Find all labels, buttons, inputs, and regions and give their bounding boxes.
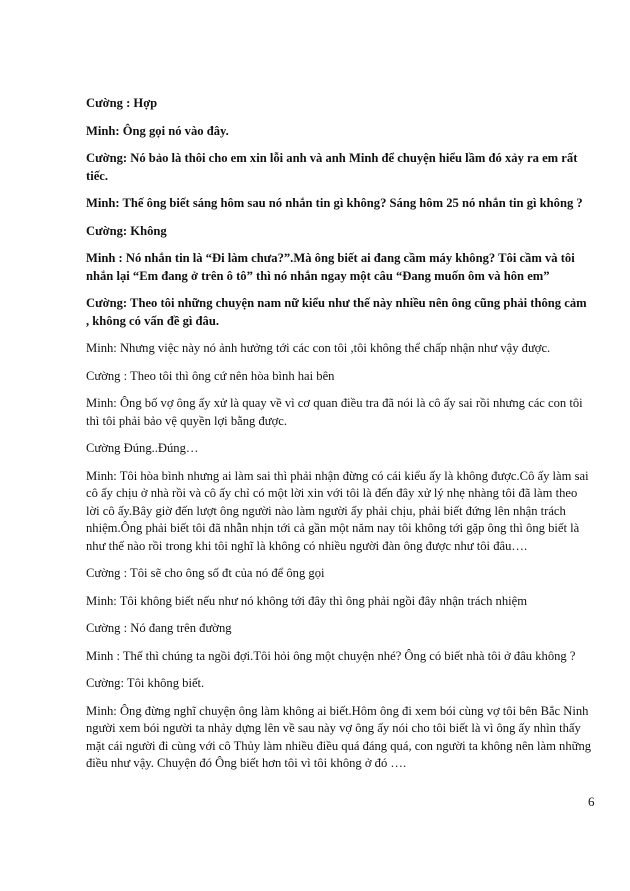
paragraph: Cường: Tôi không biết. bbox=[86, 676, 205, 690]
transcript-body bbox=[86, 95, 592, 783]
paragraph: Minh : Nó nhắn tin là “Đi làm chưa?”.Mà ông biết ai đang cầm máy không? Tôi cầm và tôi nhắn lại “Em đang ở trên ô tô” thì nó nhắn ngay một câu “Đang muốn ôm và hôn em” bbox=[86, 251, 575, 283]
paragraph: Minh : Thế thì chúng ta ngồi đợi.Tôi hỏi ông một chuyện nhé? Ông có biết nhà tôi ở đâu không ? bbox=[86, 648, 576, 663]
paragraph: Minh: Ông gọi nó vào đây. bbox=[86, 123, 229, 138]
page-number: 6 bbox=[588, 794, 595, 809]
paragraph: Cường: Không bbox=[86, 223, 167, 238]
paragraph: Cường Đúng..Đúng… bbox=[86, 441, 199, 455]
paragraph: Minh: Nhưng việc này nó ảnh hưởng tới các con tôi ,tôi không thể chấp nhận như vậy được. bbox=[86, 341, 551, 355]
paragraph: Minh: Ông đừng nghĩ chuyện ông làm không ai biết.Hôm ông đi xem bói cùng vợ tôi bên Bắc Ninh người xem bói người ta nhảy dựng lên về sau này vợ ông ấy nói cho tôi biết là vì ông ấy nhìn thấy mặt cái người đi cùng với cô Thủy làm nhiều điều quá đáng quá, con người ta không nên làm những điều như vậy. Chuyện đó Ông biết hơn tôi vì tôi không ở đó …. bbox=[86, 703, 592, 770]
paragraph: Cường : Nó đang trên đường bbox=[86, 621, 232, 635]
paragraph: Minh: Tôi hòa bình nhưng ai làm sai thì phải nhận đừng có cái kiểu ấy là không được.Cô ấy làm sai cô ấy chịu ở nhà rồi và cô ấy chỉ có một lời xin với tôi là đến đây xử lý nhẹ nhàng tôi đã làm theo lời cô ấy.Bây giờ đến lượt ông người nào làm người ấy phải chịu, phải biết đứng lên nhận trách nhiệm.Ông phải biết tôi đã nhẫn nhịn tới cả gần một năm nay tôi không tới gặp ông thì ông biết là như thế nào rồi trong khi tôi nghĩ là không có nhiều người đàn ông được như tôi đâu…. bbox=[86, 468, 589, 553]
paragraph: Cường : Theo tôi thì ông cứ nên hòa bình hai bên bbox=[86, 368, 335, 383]
paragraph: Cường: Nó bảo là thôi cho em xin lỗi anh và anh Minh để chuyện hiểu lầm đó xảy ra em rất tiếc. bbox=[86, 151, 578, 183]
paragraph: Minh: Tôi không biết nếu như nó không tới đây thì ông phải ngồi đây nhận trách nhiệm bbox=[86, 593, 528, 608]
paragraph: Minh: Thế ông biết sáng hôm sau nó nhắn tin gì không? Sáng hôm 25 nó nhắn tin gì không ? bbox=[86, 196, 583, 210]
paragraph: Cường : Tôi sẽ cho ông số đt của nó để ông gọi bbox=[86, 566, 325, 580]
paragraph: Minh: Ông bố vợ ông ấy xử là quay về vì cơ quan điều tra đã nói là cô ấy sai rồi nhưng các con tôi thì tôi phải bảo vệ quyền lợi bằng được. bbox=[86, 396, 583, 428]
paragraph: Cường: Theo tôi những chuyện nam nữ kiểu như thế này nhiều nên ông cũng phải thông cảm , không có vấn đề gì đâu. bbox=[86, 296, 587, 328]
paragraph: Cường : Hợp bbox=[86, 96, 158, 110]
